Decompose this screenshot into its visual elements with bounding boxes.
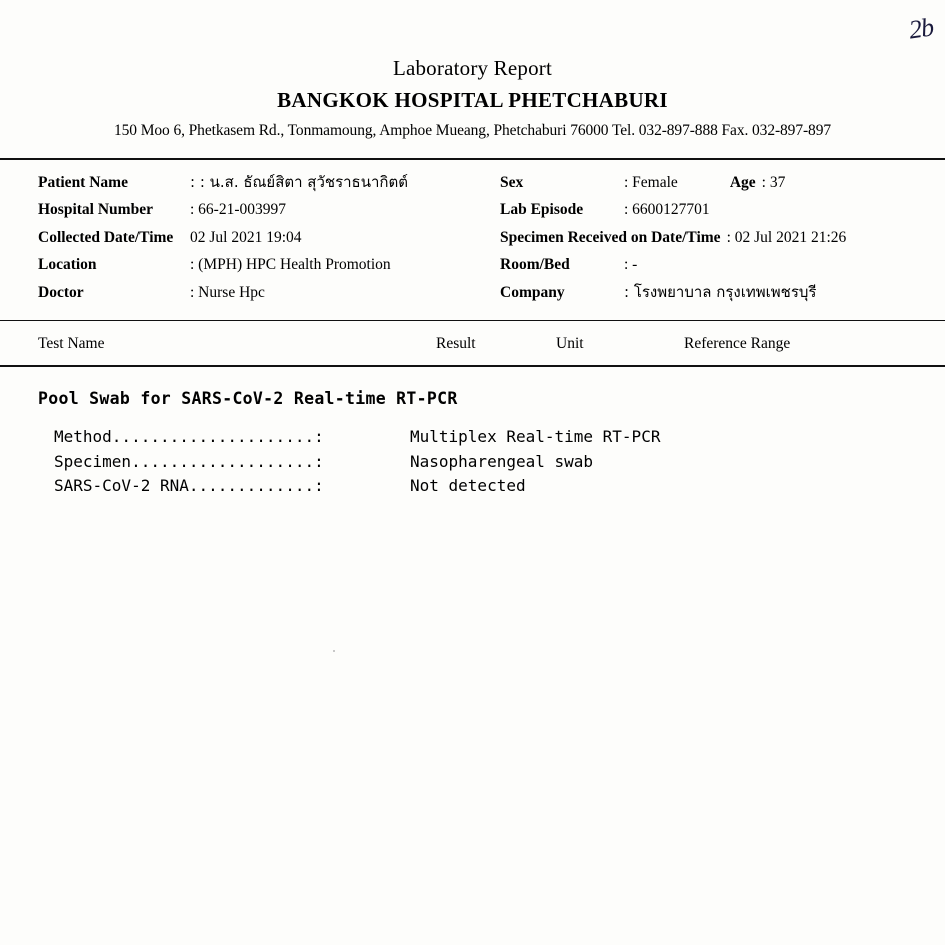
column-header-test-name: Test Name	[38, 334, 105, 352]
location-label: Location	[38, 256, 97, 274]
results-section	[0, 367, 945, 499]
lab-episode-label: Lab Episode	[500, 201, 584, 219]
room-bed-label: Room/Bed	[500, 256, 570, 274]
doctor-label: Doctor	[38, 283, 84, 301]
company-label: Company	[500, 283, 565, 301]
patient-row-location	[38, 255, 907, 274]
column-header-reference-range: Reference Range	[684, 334, 791, 352]
room-bed-value: : -	[624, 256, 638, 274]
hospital-name: BANGKOK HOSPITAL PHETCHABURI	[277, 88, 668, 112]
report-title: Laboratory Report	[392, 56, 553, 80]
result-row-value: Not detected	[410, 476, 526, 496]
column-header-unit: Unit	[556, 334, 584, 352]
age-label: Age	[729, 174, 756, 191]
result-row-label: Method.....................:	[54, 426, 324, 446]
paper-speck	[333, 650, 335, 652]
result-row	[54, 474, 907, 499]
result-row-label: SARS-CoV-2 RNA.............:	[54, 476, 324, 496]
hospital-number-label: Hospital Number	[38, 201, 153, 219]
sex-value: : Female	[624, 174, 678, 191]
doctor-value: : Nurse Hpc	[190, 283, 265, 301]
patient-row-name	[38, 173, 907, 192]
patient-row-collected	[38, 228, 907, 247]
result-test-title: Pool Swab for SARS-CoV-2 Real-time RT-PCR	[38, 388, 458, 408]
result-row	[54, 425, 907, 450]
results-column-headers	[0, 321, 945, 365]
patient-name-label: Patient Name	[38, 174, 128, 191]
patient-row-hospital-number	[38, 200, 907, 219]
patient-row-doctor	[38, 283, 907, 302]
result-row	[54, 450, 907, 475]
specimen-received-value: : 02 Jul 2021 21:26	[726, 228, 847, 246]
sex-label: Sex	[500, 174, 524, 191]
lab-episode-value: : 6600127701	[624, 201, 710, 219]
column-header-result: Result	[436, 334, 476, 352]
result-row-value: Multiplex Real-time RT-PCR	[410, 426, 661, 446]
collected-datetime-label: Collected Date/Time	[38, 228, 174, 246]
report-header	[0, 0, 945, 140]
hospital-address: 150 Moo 6, Phetkasem Rd., Tonmamoung, Amphoe Mueang, Phetchaburi 76000 Tel. 032-897-888 Fax. 032-897-897	[113, 122, 831, 139]
result-detail-lines	[38, 425, 907, 499]
patient-name-value: : : น.ส. ธัณย์สิตา สุวัชราธนากิตต์	[190, 173, 408, 191]
result-row-label: Specimen...................:	[54, 451, 324, 471]
company-value: : โรงพยาบาล กรุงเทพเพชรบุรี	[624, 282, 817, 301]
patient-info-block	[0, 160, 945, 320]
age-value: : 37	[761, 174, 786, 191]
hospital-number-value: : 66-21-003997	[190, 201, 287, 219]
collected-datetime-value: 02 Jul 2021 19:04	[190, 228, 302, 246]
handwritten-page-mark: 2b	[907, 12, 935, 45]
result-row-value: Nasopharengeal swab	[410, 451, 594, 471]
location-value: : (MPH) HPC Health Promotion	[190, 256, 391, 274]
specimen-received-label: Specimen Received on Date/Time	[500, 228, 721, 246]
